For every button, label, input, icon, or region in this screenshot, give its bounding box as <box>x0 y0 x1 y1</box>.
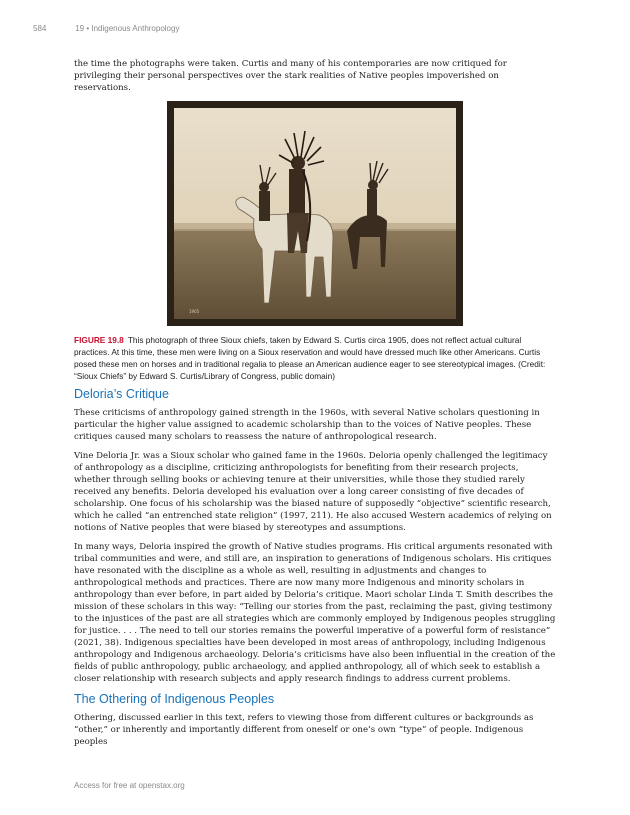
chapter-title: 19 • Indigenous Anthropology <box>75 24 180 33</box>
paragraph: These criticisms of anthropology gained strength in the 1960s, with several Native scholars questioning in particular the higher value assigned to academic scholarship than to the voices of Native peoples. These critiques caused many scholars to reassess the nature of anthropological research. <box>74 408 540 442</box>
paragraph: In many ways, Deloria inspired the growth of Native studies programs. His critical arguments resonated with tribal communities and were, and still are, an inspiration to generations of Indigenous scholars. His critiques have resonated with the discipline as a whole as well, resulting in adjustments and changes to anthropological methods and practices. There are now many more Indigenous and minority scholars in anthropology than ever before, in part aided by Deloria’s critique. Maori scholar Linda T. Smith describes the mission of these scholars in this way: “Telling our stories from the past, reclaiming the past, giving testimony to the injustices of the past are all strategies which are commonly employed by Indigenous peoples struggling for justice. . . . The need to tell our stories remains the powerful imperative of a powerful form of resistance” (2021, 38). Indigenous specialties have been developed in most areas of anthropology, including Indigenous anthropology and Indigenous archaeology. Deloria’s criticisms have also been influential in the creation of the fields of public anthropology, public archaeology, and applied anthropology, all of which seek to establish a closer relationship with research subjects and apply research findings to address current problems. <box>74 542 556 684</box>
figure-photo <box>167 101 463 326</box>
paragraph: Othering, discussed earlier in this text, refers to viewing those from different cultures or backgrounds as “other,” or inherently and importantly different from oneself or one’s own “type” of people. Indigenous peoples <box>74 713 534 747</box>
page-number: 584 <box>33 24 47 33</box>
figure-label: FIGURE 19.8 <box>74 335 124 345</box>
sioux-chiefs-photo <box>167 101 463 326</box>
svg-text:1905: 1905 <box>189 309 200 314</box>
page-header <box>33 24 179 33</box>
figure-caption-text: This photograph of three Sioux chiefs, taken by Edward S. Curtis circa 1905, does not reflect actual cultural practices. At this time, these men were living on a Sioux reservation and would have dressed much like other Americans. Curtis posed these men on horses and in traditional regalia to please an American audience eager to see stereotypical images. (Credit: “Sioux Chiefs” by Edward S. Curtis/Library of Congress, public domain) <box>74 335 546 381</box>
intro-paragraph: the time the photographs were taken. Curtis and many of his contemporaries are now critiqued for privileging their personal perspectives over the stark realities of Native peoples impoverished on reservations. <box>74 59 507 93</box>
page-content <box>74 58 556 755</box>
paragraph: Vine Deloria Jr. was a Sioux scholar who gained fame in the 1960s. Deloria openly challenged the legitimacy of anthropology as a discipline, criticizing anthropologists for benefiting from their research projects, whether through selling books or achieving tenure at their universities, while those they studied rarely received any benefits. Deloria developed his evaluation over a long career consisting of five decades of scholarship. One focus of his scholarship was the biased nature of supposedly “objective” scientific research, which he called “an entrenched state religion” (1997, 211). He also accused Western academics of relying on notions of Native peoples that were biased by stereotypes and assumptions. <box>74 451 552 533</box>
page-footer: Access for free at openstax.org <box>74 781 185 790</box>
section-heading-othering: The Othering of Indigenous Peoples <box>74 692 275 706</box>
section-heading-delorias-critique: Deloria’s Critique <box>74 387 169 401</box>
figure-caption <box>74 334 556 382</box>
